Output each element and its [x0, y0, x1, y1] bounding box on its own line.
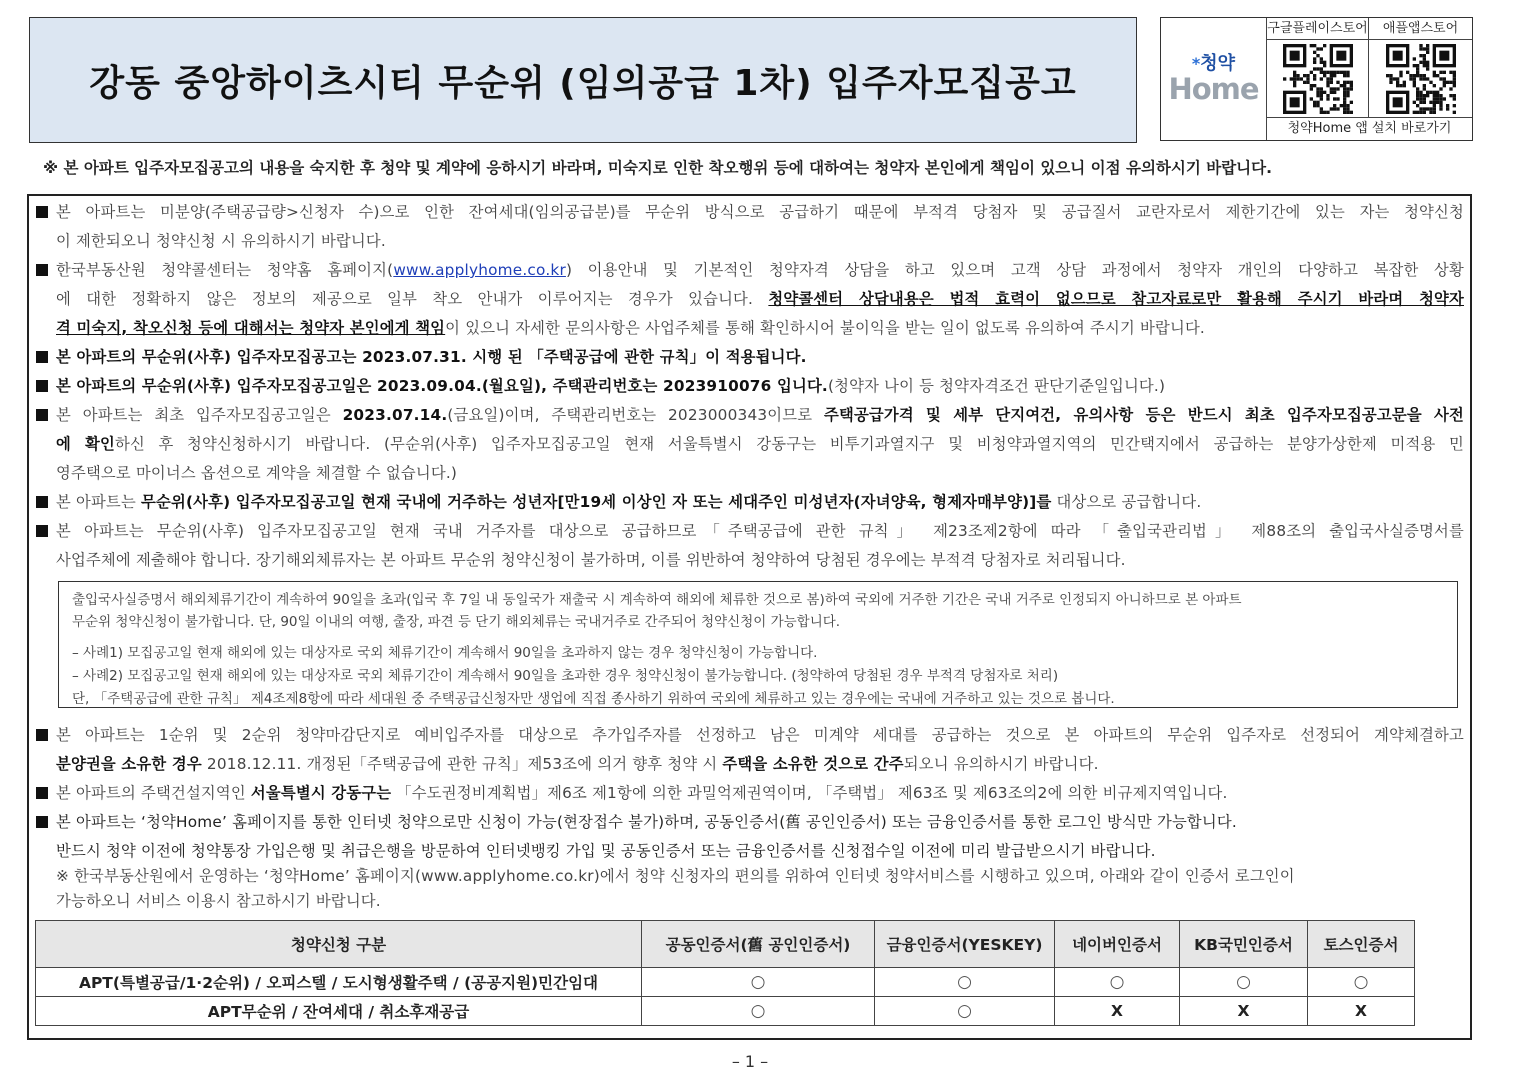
table-cell: ○	[1055, 968, 1180, 997]
certificate-table	[35, 920, 1415, 1026]
table-row	[36, 997, 1415, 1026]
paragraph-2-line-1: 한국부동산원 청약콜센터는 청약홈 홈페이지(www.applyhome.co.kr) 이용안내 및 기본적인 청약자격 상담을 하고 있으며 고객 상담 과정에서 청약자 개인의 다양하고 복잡한 상황	[36, 258, 1464, 280]
app-install-box	[1160, 17, 1473, 141]
paragraph-10-line-3: ※ 한국부동산원에서 운영하는 ‘청약Home’ 홈페이지(www.applyhome.co.kr)에서 청약 신청자의 편의를 위하여 인터넷 청약서비스를 시행하고 있으며, 아래와 같이 인증서 로그인이	[56, 867, 1295, 885]
box-line-3: – 사례1) 모집공고일 현재 해외에 있는 대상자로 국외 체류기간이 계속해서 90일을 초과하지 않는 경우 청약신청이 가능합니다.	[72, 645, 818, 661]
table-cell: ○	[875, 968, 1055, 997]
table-cell: ○	[1180, 968, 1308, 997]
table-header: 공동인증서(舊 공인인증서)	[642, 921, 875, 968]
table-cell: ○	[875, 997, 1055, 1026]
bullet-icon	[36, 380, 48, 392]
bullet-icon	[36, 729, 48, 741]
table-header: 토스인증서	[1308, 921, 1415, 968]
paragraph-10-line-2: 반드시 청약 이전에 청약통장 가입은행 및 취급은행을 방문하여 인터넷뱅킹 가입 및 공동인증서 또는 금융인증서를 신청접수일 이전에 미리 발급받으시기 바랍니다.	[56, 842, 1156, 860]
table-header-row	[36, 921, 1415, 968]
page-title: 강동 중앙하이츠시티 무순위 (임의공급 1차) 입주자모집공고	[89, 62, 1077, 104]
paragraph-10-line-4: 가능하오니 서비스 이용시 참고하시기 바랍니다.	[56, 892, 381, 910]
paragraph-5-line-3: 영주택으로 마이너스 옵션으로 계약을 체결할 수 없습니다.)	[56, 464, 458, 482]
table-header: 청약신청 구분	[36, 921, 642, 968]
table-header: 네이버인증서	[1055, 921, 1180, 968]
app-store-qr-cell[interactable]	[1369, 18, 1472, 118]
paragraph-7-line-1: 본 아파트는 무순위(사후) 입주자모집공고일 현재 국내 거주자를 대상으로 공급하므로「주택공급에 관한 규칙」 제23조제2항에 따라 「출입국관리법」 제88조의 출입국사실증명서를	[36, 519, 1464, 541]
box-line-5: 단, 「주택공급에 관한 규칙」 제4조제8항에 따라 세대원 중 주택공급신청자만 생업에 직접 종사하기 위하여 국외에 체류하고 있는 경우에는 국내에 거주하고 있는 것으로 봅니다.	[72, 691, 1115, 707]
paragraph-8-line-2: 분양권을 소유한 경우 2018.12.11. 개정된「주택공급에 관한 규칙」제53조에 의거 향후 청약 시 주택을 소유한 것으로 간주되오니 유의하시기 바랍니다.	[56, 755, 1099, 773]
star-icon: *	[1191, 54, 1201, 73]
box-line-1: 출입국사실증명서 해외체류기간이 계속하여 90일을 초과(입국 후 7일 내 동일국가 재출국 시 계속하여 해외에 체류한 것으로 봄)하여 국외에 거주한 기간은 국내 거주로 인정되지 아니하므로 본 아파트	[72, 592, 1242, 608]
table-header: KB국민인증서	[1180, 921, 1308, 968]
table-cell: APT무순위 / 잔여세대 / 취소후재공급	[36, 997, 642, 1026]
table-cell: X	[1308, 997, 1415, 1026]
box-line-4: – 사례2) 모집공고일 현재 해외에 있는 대상자로 국외 체류기간이 계속해서 90일을 초과한 경우 청약신청이 불가능합니다. (청약하여 당첨된 경우 부적격 당첨자로 처리)	[72, 668, 1059, 684]
title-box	[29, 17, 1137, 143]
notice-text: ※ 본 아파트 입주자모집공고의 내용을 숙지한 후 청약 및 계약에 응하시기 바라며, 미숙지로 인한 착오행위 등에 대하여는 청약자 본인에게 책임이 있으니 이점 유의하시기 바랍니다.	[43, 159, 1273, 177]
table-cell: X	[1055, 997, 1180, 1026]
bullet-icon	[36, 525, 48, 537]
table-row	[36, 968, 1415, 997]
google-play-qr-icon[interactable]	[1283, 44, 1353, 114]
box-line-2: 무순위 청약신청이 불가합니다. 단, 90일 이내의 여행, 출장, 파견 등 단기 해외체류는 국내거주로 간주되어 청약신청이 가능합니다.	[72, 614, 841, 630]
paragraph-1-line-2: 이 제한되오니 청약신청 시 유의하시기 바랍니다.	[56, 232, 386, 250]
paragraph-5-line-1: 본 아파트는 최초 입주자모집공고일은 2023.07.14.(금요일)이며, 주택관리번호는 2023000343이므로 주택공급가격 및 세부 단지여건, 유의사항 등은 반드시 최초 입주자모집공고문을 사전	[36, 403, 1464, 425]
paragraph-2-line-3: 격 미숙지, 착오신청 등에 대해서는 청약자 본인에게 책임이 있으니 자세한 문의사항은 사업주체를 통해 확인하시어 불이익을 받는 일이 없도록 유의하여 주시기 바랍니다.	[56, 319, 1205, 337]
table-cell: ○	[642, 968, 875, 997]
app-store-qr-icon[interactable]	[1386, 44, 1456, 114]
bullet-icon	[36, 816, 48, 828]
bullet-icon	[36, 787, 48, 799]
paragraph-5-line-2: 에 확인하신 후 청약신청하시기 바랍니다. (무순위(사후) 입주자모집공고일 현재 서울특별시 강동구는 비투기과열지구 및 비청약과열지역의 민간택지에서 공급하는 분양가상한제 미적용 민	[56, 435, 1464, 453]
app-install-link[interactable]: 청약Home 앱 설치 바로가기	[1287, 121, 1452, 136]
applyhome-link[interactable]: www.applyhome.co.kr	[393, 261, 566, 279]
bullet-icon	[36, 409, 48, 421]
paragraph-10-line-1: 본 아파트는 ‘청약Home’ 홈페이지를 통한 인터넷 청약으로만 신청이 가능(현장접수 불가)하며, 공동인증서(舊 공인인증서) 또는 금융인증서를 통한 로그인 방식만 가능합니다.	[36, 810, 1464, 832]
paragraph-7-line-2: 사업주체에 제출해야 합니다. 장기해외체류자는 본 아파트 무순위 청약신청이 불가하며, 이를 위반하여 청약하여 당첨된 경우에는 부적격 당첨자로 처리됩니다.	[56, 551, 1126, 569]
table-cell: X	[1180, 997, 1308, 1026]
bullet-icon	[36, 206, 48, 218]
google-play-label: 구글플레이스토어	[1267, 18, 1368, 40]
google-play-qr-cell[interactable]	[1267, 18, 1369, 118]
bullet-icon	[36, 496, 48, 508]
table-cell: APT(특별공급/1·2순위) / 오피스텔 / 도시형생활주택 / (공공지원)민간임대	[36, 968, 642, 997]
bullet-icon	[36, 351, 48, 363]
paragraph-8-line-1: 본 아파트는 1순위 및 2순위 청약마감단지로 예비입주자를 대상으로 추가입주자를 선정하고 남은 미계약 세대를 공급하는 것으로 본 아파트의 무순위 입주자로 선정되어 계약체결하고	[36, 723, 1464, 745]
paragraph-4: 본 아파트의 무순위(사후) 입주자모집공고일은 2023.09.04.(월요일), 주택관리번호는 2023910076 입니다.(청약자 나이 등 청약자격조건 판단기준일입니다.)	[36, 374, 1464, 396]
table-header: 금융인증서(YESKEY)	[875, 921, 1055, 968]
applyhome-logo	[1161, 18, 1267, 140]
paragraph-1-line-1: 본 아파트는 미분양(주택공급량>신청자 수)으로 인한 잔여세대(임의공급분)를 무순위 방식으로 공급하기 때문에 부적격 당첨자 및 공급질서 교란자로서 제한기간에 있는 자는 청약신청	[36, 200, 1464, 222]
logo-bottom-text: Home	[1168, 72, 1259, 106]
logo-top-text: 청약	[1200, 53, 1236, 74]
paragraph-3: 본 아파트의 무순위(사후) 입주자모집공고는 2023.07.31. 시행 된 「주택공급에 관한 규칙」이 적용됩니다.	[36, 345, 1464, 367]
paragraph-9: 본 아파트의 주택건설지역인 서울특별시 강동구는 「수도권정비계획법」제6조 제1항에 의한 과밀억제권역이며, 「주택법」 제63조 및 제63조의2에 의한 비규제지역입니다.	[36, 781, 1464, 803]
bullet-icon	[36, 264, 48, 276]
app-store-label: 애플앱스토어	[1369, 18, 1472, 40]
table-cell: ○	[1308, 968, 1415, 997]
paragraph-2-line-2: 에 대한 정확하지 않은 정보의 제공으로 일부 착오 안내가 이루어지는 경우가 있습니다. 청약콜센터 상담내용은 법적 효력이 없으므로 참고자료로만 활용해 주시기 바라며 청약자	[56, 290, 1464, 308]
page-number: – 1 –	[731, 1052, 769, 1071]
paragraph-6: 본 아파트는 무순위(사후) 입주자모집공고일 현재 국내에 거주하는 성년자[만19세 이상인 자 또는 세대주인 미성년자(자녀양육, 형제자매부양)]를 대상으로 공급합니다.	[36, 490, 1464, 512]
table-cell: ○	[642, 997, 875, 1026]
